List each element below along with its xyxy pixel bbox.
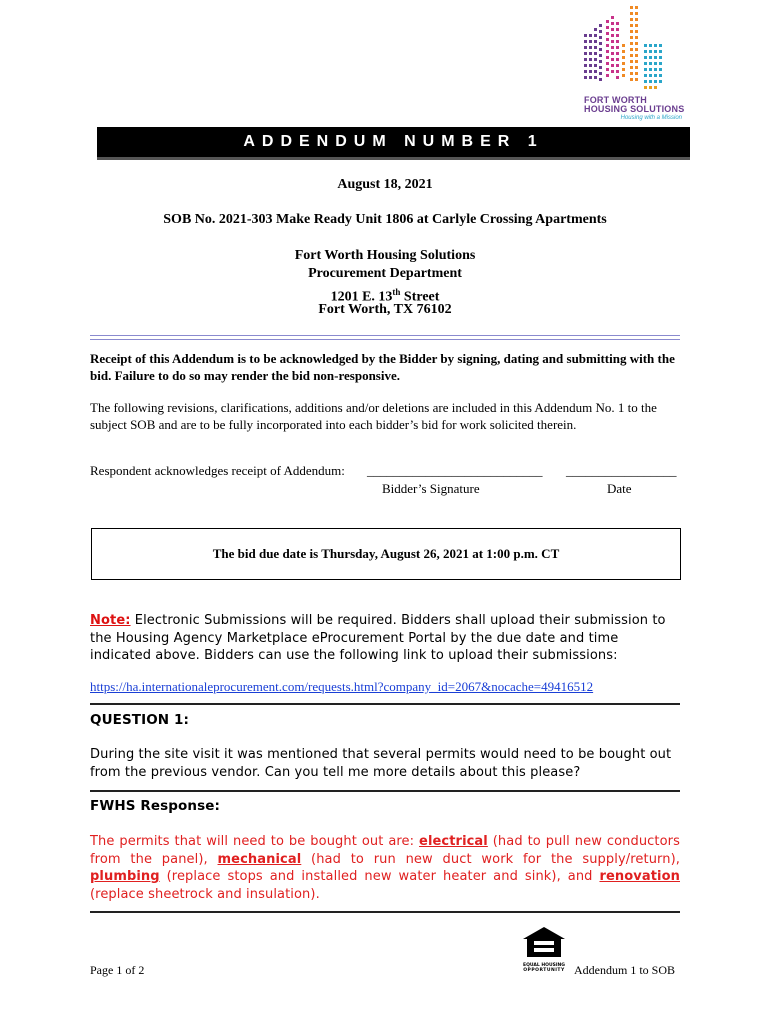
- response-text-1: The permits that will need to be bought out are:: [90, 834, 420, 849]
- acknowledge-label: Respondent acknowledges receipt of Addendum:: [90, 463, 345, 478]
- question-text: During the site visit it was mentioned that several permits would need to be bought out from the previous vendor. Can you tell me more details about this please?: [90, 747, 672, 780]
- street-pre: 1201 E. 13: [330, 289, 393, 305]
- receipt-notice: Receipt of this Addendum is to be acknowledged by the Bidder by signing, dating and submitting with the bid. Failure to do so may render the bid non-responsive.: [90, 351, 675, 383]
- response-text-4: (replace stops and installed new water heater and sink), and: [159, 869, 600, 884]
- logo-wordmark: [584, 96, 688, 122]
- due-date-box: [91, 528, 681, 580]
- response-text-2: (had to pull new conductors from the panel),: [90, 834, 681, 867]
- keyword-plumbing: plumbing: [90, 869, 160, 884]
- keyword-mechanical: mechanical: [217, 851, 302, 867]
- footer-right: Addendum 1 to SOB: [574, 963, 676, 977]
- dept-name: Procurement Department: [308, 266, 462, 281]
- divider: [90, 790, 680, 792]
- divider: [90, 911, 680, 913]
- org-name: Fort Worth Housing Solutions: [294, 248, 476, 263]
- city-state: Fort Worth, TX 76102: [318, 302, 452, 317]
- date-line[interactable]: _________________: [566, 463, 677, 478]
- equal-housing-icon: [521, 926, 567, 958]
- building-logo-icon: [582, 4, 686, 100]
- logo-line-2: HOUSING SOLUTIONS: [584, 104, 685, 114]
- note-paragraph: [90, 612, 680, 665]
- street-post: Street: [400, 289, 440, 305]
- response-text: [90, 833, 680, 903]
- keyword-renovation: renovation: [599, 869, 680, 884]
- signature-line[interactable]: ___________________________: [367, 463, 543, 478]
- response-heading: FWHS Response:: [90, 798, 220, 814]
- eprocurement-link[interactable]: https://ha.internationaleprocurement.com/requests.html?company_id=2067&nocache=49416512: [90, 679, 594, 694]
- addendum-date: August 18, 2021: [337, 177, 433, 192]
- date-caption: Date: [607, 481, 632, 496]
- addendum-banner: [97, 127, 690, 160]
- note-text: Electronic Submissions will be required. Bidders shall upload their submission to the Housing Agency Marketplace eProcurement Portal by the due date and time indicated above. Bidders can use the following link to upload their submissions:: [90, 613, 666, 663]
- eho-line-2: OPPORTUNITY: [523, 968, 565, 973]
- divider: [90, 335, 680, 340]
- signature-caption: Bidder’s Signature: [382, 481, 480, 496]
- divider: [90, 703, 680, 705]
- logo-tagline: Housing with a Mission: [620, 115, 682, 121]
- page-number: Page 1 of 2: [90, 963, 145, 977]
- due-date-text: The bid due date is Thursday, August 26, 2021 at 1:00 p.m. CT: [212, 546, 560, 561]
- logo-line-1: FORT WORTH: [584, 95, 647, 105]
- keyword-electrical: electrical: [419, 834, 488, 849]
- question-heading: QUESTION 1:: [90, 712, 189, 728]
- revisions-text: The following revisions, clarifications, additions and/or deletions are included in this Addendum No. 1 to the subject SOB and are to be fully incorporated into each bidder’s bid for work solicited therein.: [90, 400, 657, 432]
- eho-line-1: EQUAL HOUSING: [523, 963, 565, 968]
- sob-title: SOB No. 2021-303 Make Ready Unit 1806 at Carlyle Crossing Apartments: [163, 212, 607, 227]
- response-text-5: (replace sheetrock and insulation).: [90, 886, 320, 902]
- note-label: Note:: [90, 613, 131, 628]
- response-text-3: (had to run new duct work for the supply/return),: [301, 851, 680, 867]
- banner-title: ADDENDUM NUMBER 1: [243, 133, 544, 150]
- equal-housing-logo: [521, 926, 567, 973]
- street-sup: th: [392, 287, 401, 297]
